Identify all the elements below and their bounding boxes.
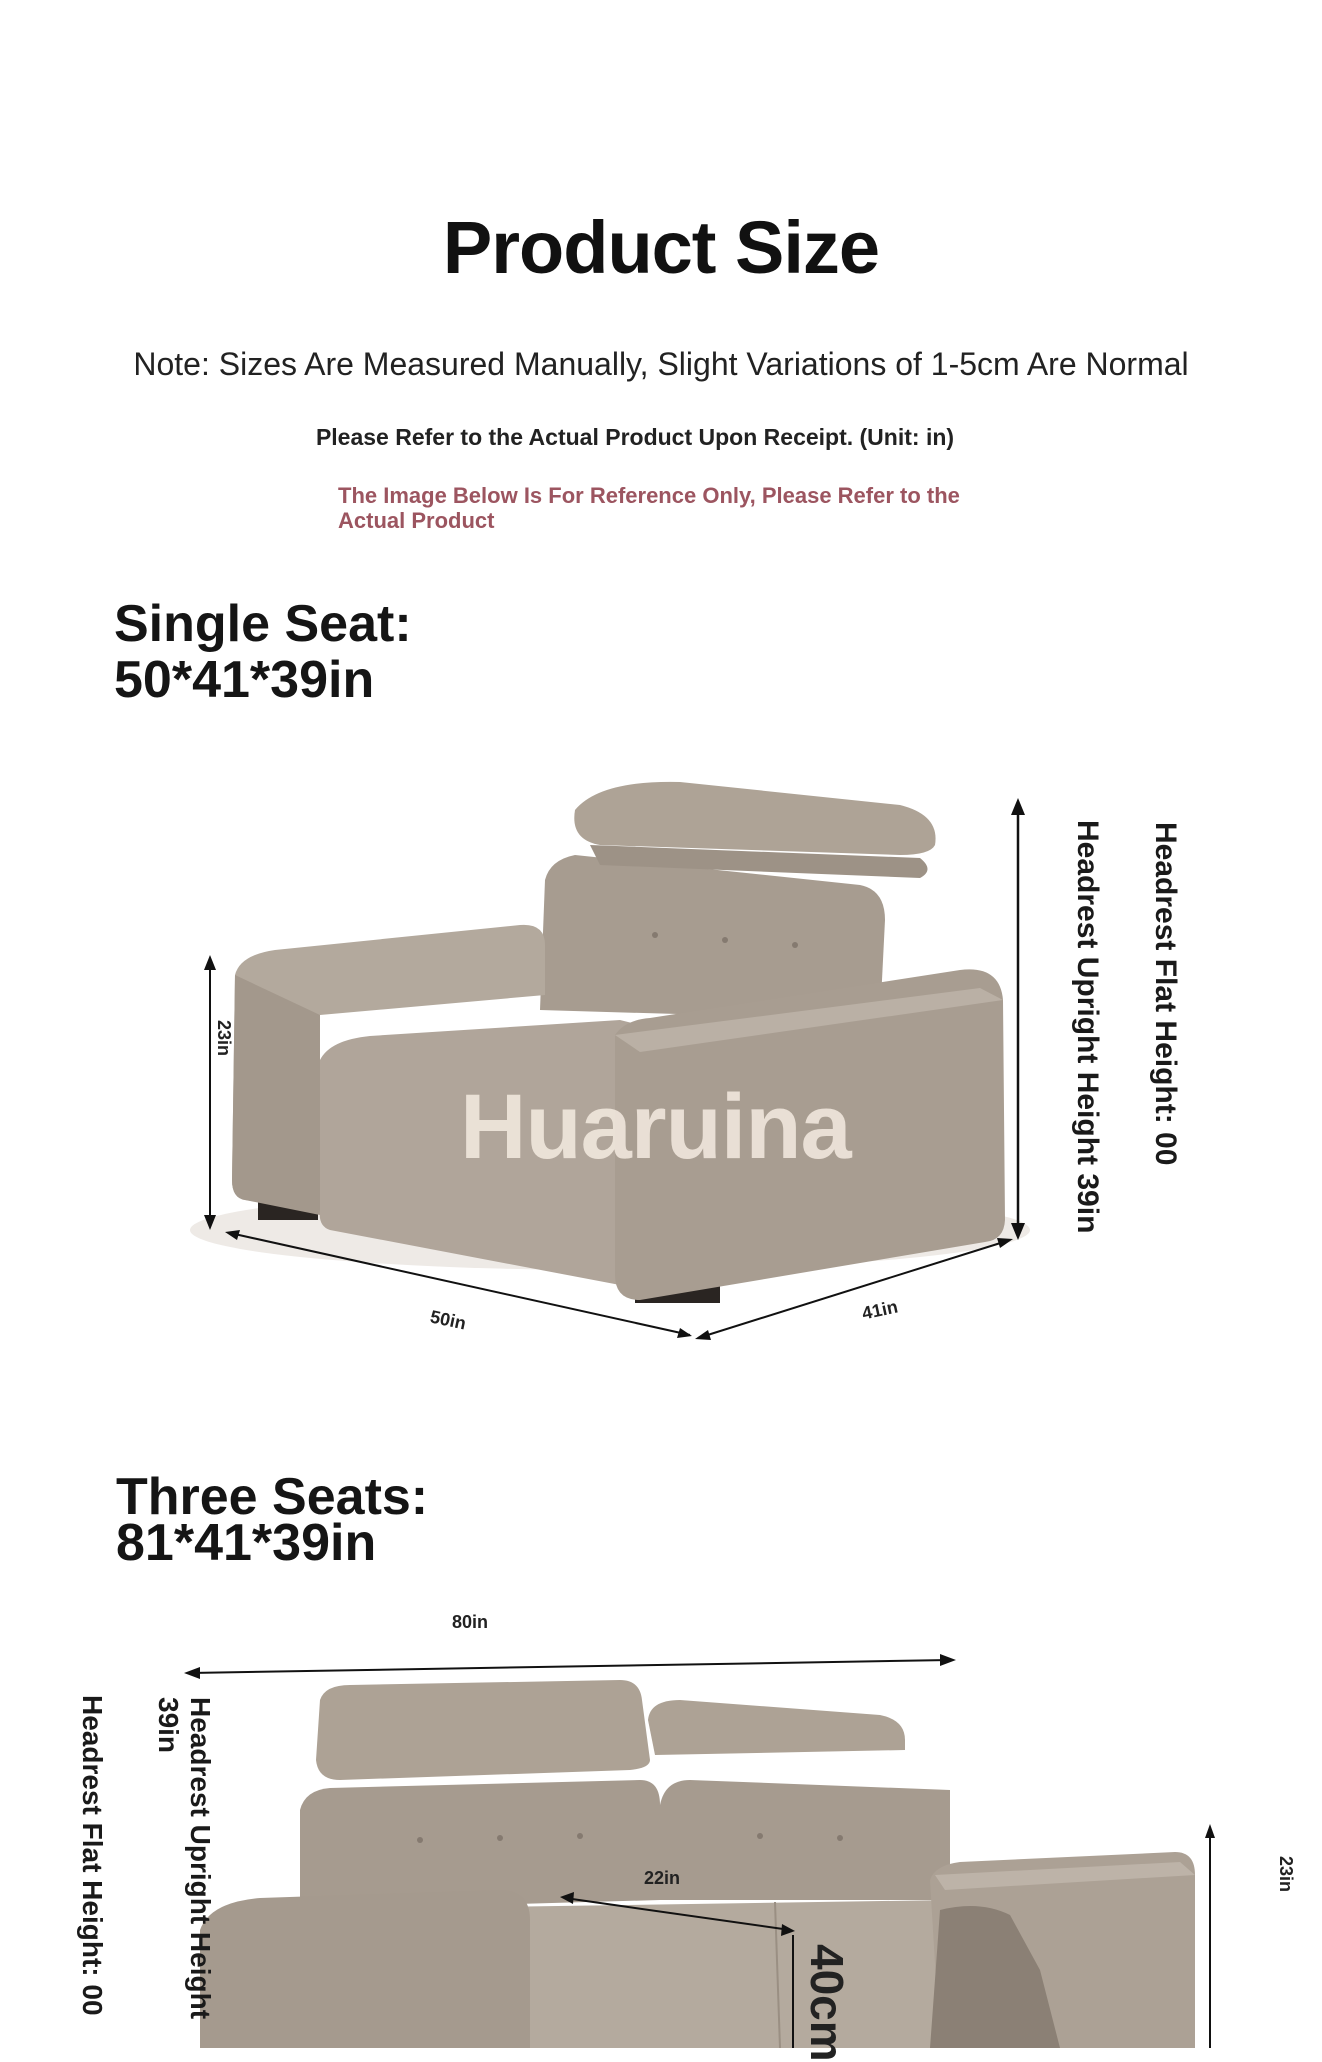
arrow-head [677, 1328, 692, 1338]
three-height-label: 23in [1276, 1856, 1296, 1893]
tuft [722, 937, 728, 943]
tuft [652, 932, 658, 938]
single-headrest-upright-label: Headrest Upright Height 39in [1071, 820, 1104, 1234]
page-title: Product Size [442, 206, 880, 289]
sofa-backrest [660, 1780, 950, 1900]
single-height-label: 23in [214, 1020, 234, 1057]
three-seats-title [116, 1468, 429, 1572]
arrow-head [1011, 798, 1025, 815]
sofa-backrest [300, 1780, 660, 1910]
arrow-head [184, 1667, 200, 1679]
sofa-left-arm-front [232, 975, 320, 1215]
tuft [757, 1833, 763, 1839]
three-width-label: 80in [452, 1612, 489, 1632]
tuft [497, 1835, 503, 1841]
refer-note: Please Refer to the Actual Product Upon Receipt. (Unit: in) [315, 424, 955, 450]
width-dimension-line [190, 1660, 950, 1673]
three-seats-title-line1: Three Seats: [116, 1468, 429, 1526]
three-headrest-upright-label: Headrest Upright Height 39in [153, 1697, 216, 2020]
single-width-label: 50in [428, 1306, 468, 1334]
single-seat-title-line1: Single Seat: [114, 595, 412, 653]
watermark-text: Huaruina [460, 1076, 851, 1178]
three-seats-title-line2: 81*41*39in [116, 1514, 377, 1572]
single-seat-title [114, 596, 412, 708]
single-seat-title-line2: 50*41*39in [114, 651, 375, 709]
arrow-head [940, 1654, 956, 1666]
headrest-pillow [316, 1680, 650, 1780]
arrow-head [1205, 1824, 1215, 1838]
three-depth-label: 40cm [801, 1944, 853, 2062]
three-headrest-flat-label: Headrest Flat Height: 00 [77, 1695, 108, 2016]
tuft [417, 1837, 423, 1843]
tuft [792, 942, 798, 948]
tuft [837, 1835, 843, 1841]
sofa-left-arm [200, 1890, 530, 2048]
headrest-pillow [648, 1700, 905, 1755]
three-seat-label: 22in [644, 1868, 681, 1888]
headrest-pillow [574, 782, 935, 855]
arrow-head [204, 955, 216, 970]
arrow-head [997, 1238, 1013, 1248]
single-headrest-flat-label: Headrest Flat Height: 00 [1149, 822, 1182, 1166]
measurement-note: Note: Sizes Are Measured Manually, Slight Variations of 1-5cm Are Normal [133, 346, 1189, 382]
single-depth-label: 41in [860, 1296, 900, 1324]
single-seat-illustration [0, 760, 1322, 1380]
reference-disclaimer: The Image Below Is For Reference Only, Please Refer to the Actual Product [338, 483, 960, 533]
tuft [577, 1833, 583, 1839]
arrow-head [695, 1330, 711, 1340]
